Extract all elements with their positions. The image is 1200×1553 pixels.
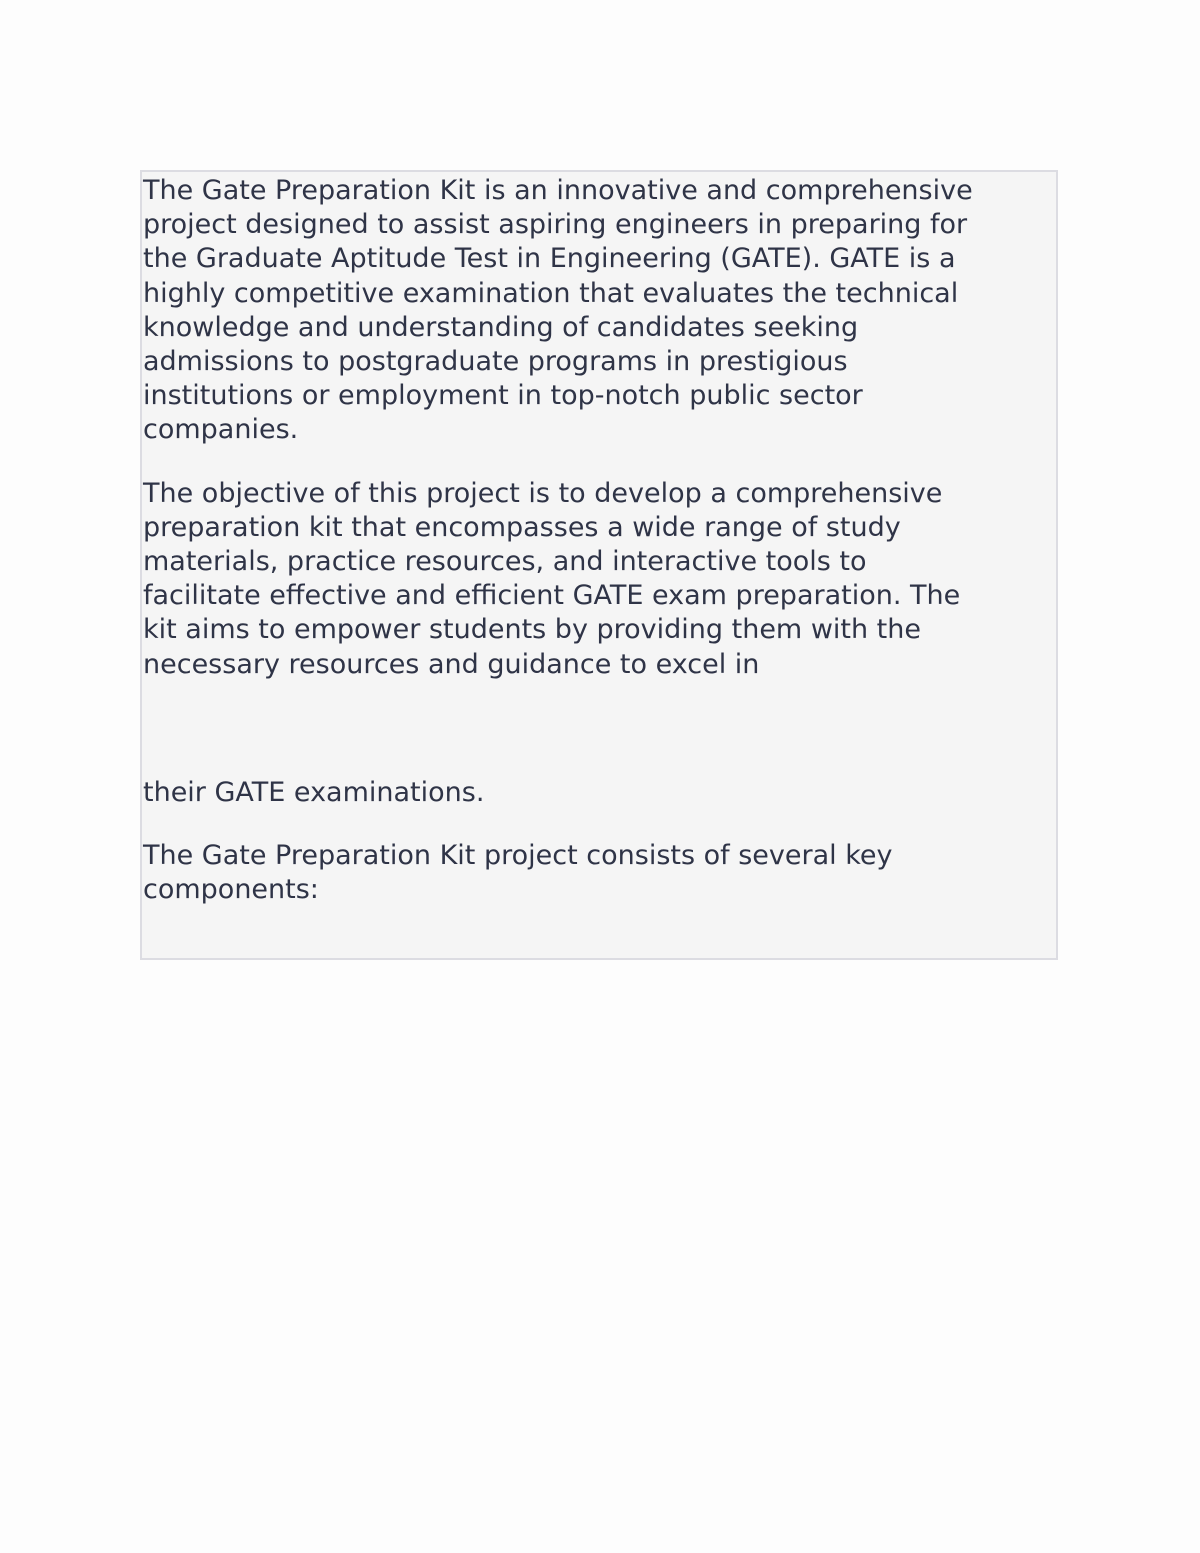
page-break-spacer [143, 682, 1056, 776]
paragraph-spacer [143, 810, 1056, 839]
objective-continuation-paragraph: their GATE examinations. [143, 776, 485, 808]
paragraph-spacer [143, 448, 1056, 477]
document-text-box [140, 170, 1058, 960]
intro-paragraph: The Gate Preparation Kit is an innovative and comprehensive project designed to assist aspiring engineers in preparing for the Graduate Aptitude Test in Engineering (GATE). GATE is a highly competitive examination that evaluates the technical knowledge and understanding of candidates seeking admissions to postgraduate programs in prestigious institutions or employment in top-notch public sector companies. [143, 175, 973, 446]
components-paragraph: The Gate Preparation Kit project consists of several key components: [143, 840, 893, 906]
objective-paragraph: The objective of this project is to develop a comprehensive preparation kit that encompasses a wide range of study materials, practice resources, and interactive tools to facilitate effective and efficient GATE exam preparation. The kit aims to empower students by providing them with the necessary resources and guidance to excel in [143, 477, 961, 680]
